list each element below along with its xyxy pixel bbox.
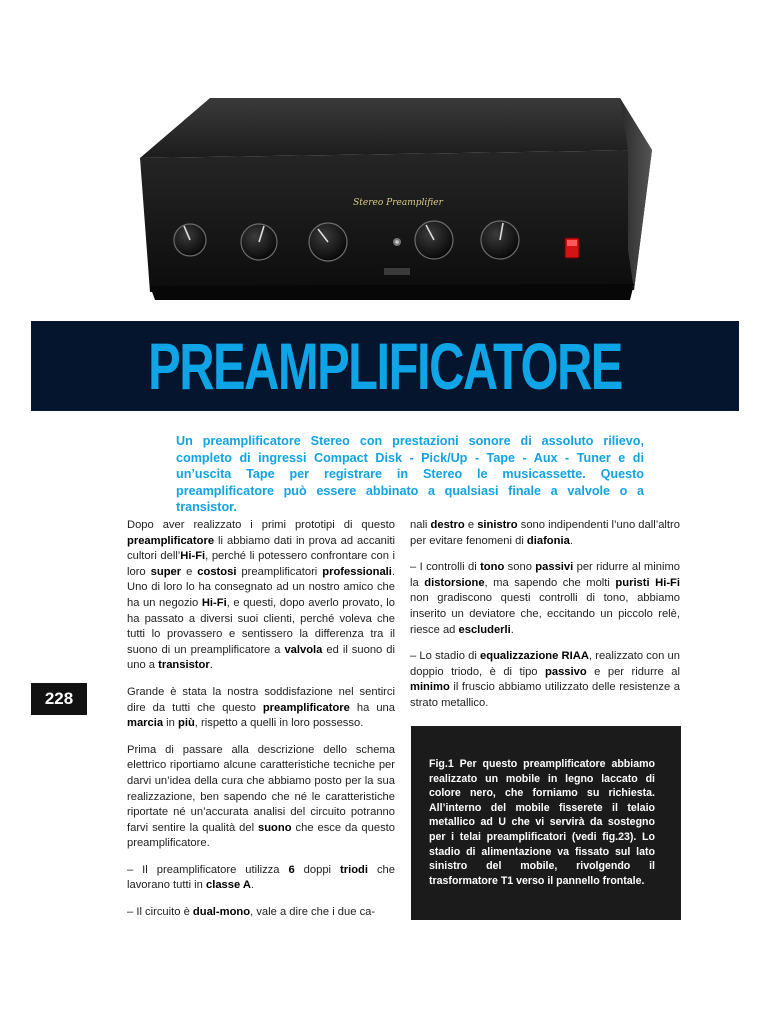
text-run: sono indipendenti l’uno dall’altro per evitare fenomeni di	[410, 519, 680, 547]
text-run: .	[250, 879, 255, 892]
body-paragraph	[127, 905, 395, 921]
text-run: e per ridurre al	[586, 665, 680, 678]
text-run: , realizzato con un doppio triodo, è di tipo	[410, 650, 680, 678]
bold-text: costosi	[197, 565, 237, 578]
body-paragraph	[410, 560, 680, 638]
text-run: Grande è stata la nostra soddisfazione nel sentirci dire da tutti che questo	[127, 685, 395, 714]
brand-badge	[384, 268, 410, 275]
bold-text: preamplificatore	[127, 534, 215, 547]
chassis-top	[140, 98, 652, 158]
text-run: , vale a dire che i due ca-	[250, 906, 376, 919]
text-run: – I controlli di	[410, 561, 481, 574]
bold-text: marcia	[127, 717, 164, 730]
bold-text: escluderli	[458, 623, 511, 636]
body-paragraph	[127, 743, 395, 852]
volume-knob-icon	[174, 224, 206, 256]
bold-text: più	[178, 717, 195, 730]
bold-text: distorsione	[424, 576, 485, 589]
bold-text: transistor	[158, 659, 210, 672]
bold-text: valvola	[284, 643, 323, 656]
page-title: PREAMPLIFICATORE	[148, 329, 622, 403]
text-run: il fruscio abbiamo utilizzato delle resistenze a strato metallico.	[410, 681, 680, 709]
text-run: doppi	[294, 863, 341, 876]
panel-title: Stereo Preamplifier	[353, 198, 443, 208]
text-run: e	[464, 519, 478, 531]
text-run: .	[510, 623, 514, 636]
bold-text: Hi-Fi	[201, 596, 227, 609]
text-run: , ma sapendo che molti	[484, 576, 616, 589]
text-run: Prima di passare alla descrizione dello schema elettrico riportiamo alcune caratteristiche tecniche per darvi un’idea della cura che abbiamo posto per la sua realizzazione, ben sapendo che né le caratteristiche riportate né un’accurata analisi del circuito potranno farvi sentire la qualità del	[127, 743, 395, 834]
bold-text: minimo	[410, 681, 450, 694]
text-run: per ridurre al minimo la	[410, 561, 680, 589]
text-run: sono	[504, 561, 536, 574]
page-number: 228	[31, 683, 87, 715]
bold-text: destro	[430, 519, 465, 531]
bold-text: passivi	[535, 561, 574, 574]
chassis-base	[150, 284, 634, 300]
text-run: e	[181, 565, 198, 578]
bold-text: puristi Hi-Fi	[615, 576, 680, 589]
toggle-switch-icon	[393, 238, 401, 246]
caption-box	[411, 726, 681, 920]
text-run: , rispetto a quelli in loro possesso.	[194, 717, 364, 730]
text-run: . Uno di loro lo ha consegnato ad un nostro amico che ha un negozio	[127, 565, 395, 609]
text-run: .	[209, 659, 213, 672]
left-column	[127, 518, 395, 932]
text-run: ha una	[349, 701, 395, 714]
text-run: non gradiscono questi controlli di tono, abbiamo inserito un deviatore che, eccitando un piccolo relè, riesce ad	[410, 592, 680, 636]
text-run: , perché li potessero confrontare con i loro	[127, 550, 395, 578]
text-run: che lavorano tutti in	[127, 863, 395, 892]
intro-paragraph: Un preamplificatore Stereo con prestazioni sonore di assoluto rilievo, completo di ingressi Compact Disk - Pick/Up - Tape - Aux - Tuner e di un’uscita Tape per registrare in Stereo le musicassette. Questo preamplificatore può essere abbinato a qualsiasi finale a valvole o a transistor.	[176, 434, 644, 514]
product-photo	[0, 0, 768, 320]
volume-knob-icon	[415, 221, 453, 259]
text-run: , e questi, dopo averlo provato, lo ha passato a diversi suoi clienti, perché voleva che tutti lo provassero e sentissero la differenza tra il suono di un preamplificatore a	[127, 596, 395, 656]
body-paragraph	[127, 685, 395, 732]
text-run: in	[163, 717, 179, 730]
preamplifier-illustration	[0, 0, 768, 320]
bold-text: tono	[480, 561, 505, 574]
text-run: nali	[410, 519, 431, 531]
text-run: – Il circuito è	[127, 906, 193, 919]
text-run: ed il suono di uno a	[127, 643, 395, 672]
text-run: – Lo stadio di	[410, 650, 481, 663]
text-run: .	[569, 534, 573, 547]
bold-text: passivo	[545, 665, 587, 678]
volume-knob-icon	[241, 224, 277, 260]
right-column	[410, 518, 680, 723]
bold-text: Hi-Fi	[180, 550, 206, 563]
bold-text: classe A	[205, 879, 251, 892]
bold-text: triodi	[340, 863, 368, 876]
volume-knob-icon	[481, 221, 519, 259]
power-switch-icon	[565, 238, 579, 258]
bold-text: dual-mono	[192, 906, 251, 919]
text-run: che esce da questo preamplificatore.	[127, 821, 396, 850]
text-run: Dopo aver realizzato i primi prototipi di questo	[127, 519, 395, 531]
bold-text: diafonia	[526, 534, 570, 547]
bold-text: sinistro	[477, 519, 518, 531]
bold-text: super	[150, 565, 182, 578]
body-paragraph	[127, 863, 395, 894]
body-paragraph	[127, 518, 395, 674]
title-banner	[31, 321, 739, 411]
bold-text: 6	[288, 863, 295, 876]
volume-knob-icon	[309, 223, 347, 261]
bold-text: suono	[258, 821, 292, 834]
bold-text: equalizzazione RIAA	[480, 650, 589, 663]
text-run: li abbiamo dati in prova ad accaniti cultori dell’	[127, 534, 395, 563]
bold-text: preamplificatore	[262, 701, 350, 714]
body-paragraph	[410, 518, 680, 549]
text-run: – Il preamplificatore utilizza	[127, 863, 289, 876]
body-paragraph	[410, 649, 680, 711]
text-run: preamplificatori	[236, 565, 323, 578]
bold-text: professionali	[322, 565, 392, 578]
figure-caption: Fig.1 Per questo preamplificatore abbiamo realizzato un mobile in legno laccato di colore nero, che forniamo su richiesta. All’interno del mobile fisserete il telaio metallico ad U che vi servirà da sostegno per i telai preamplificatori (vedi fig.23). Lo stadio di alimentazione va fissato sul lato sinistro del mobile, rivolgendo il trasformatore T1 verso il pannello frontale.	[429, 758, 655, 887]
